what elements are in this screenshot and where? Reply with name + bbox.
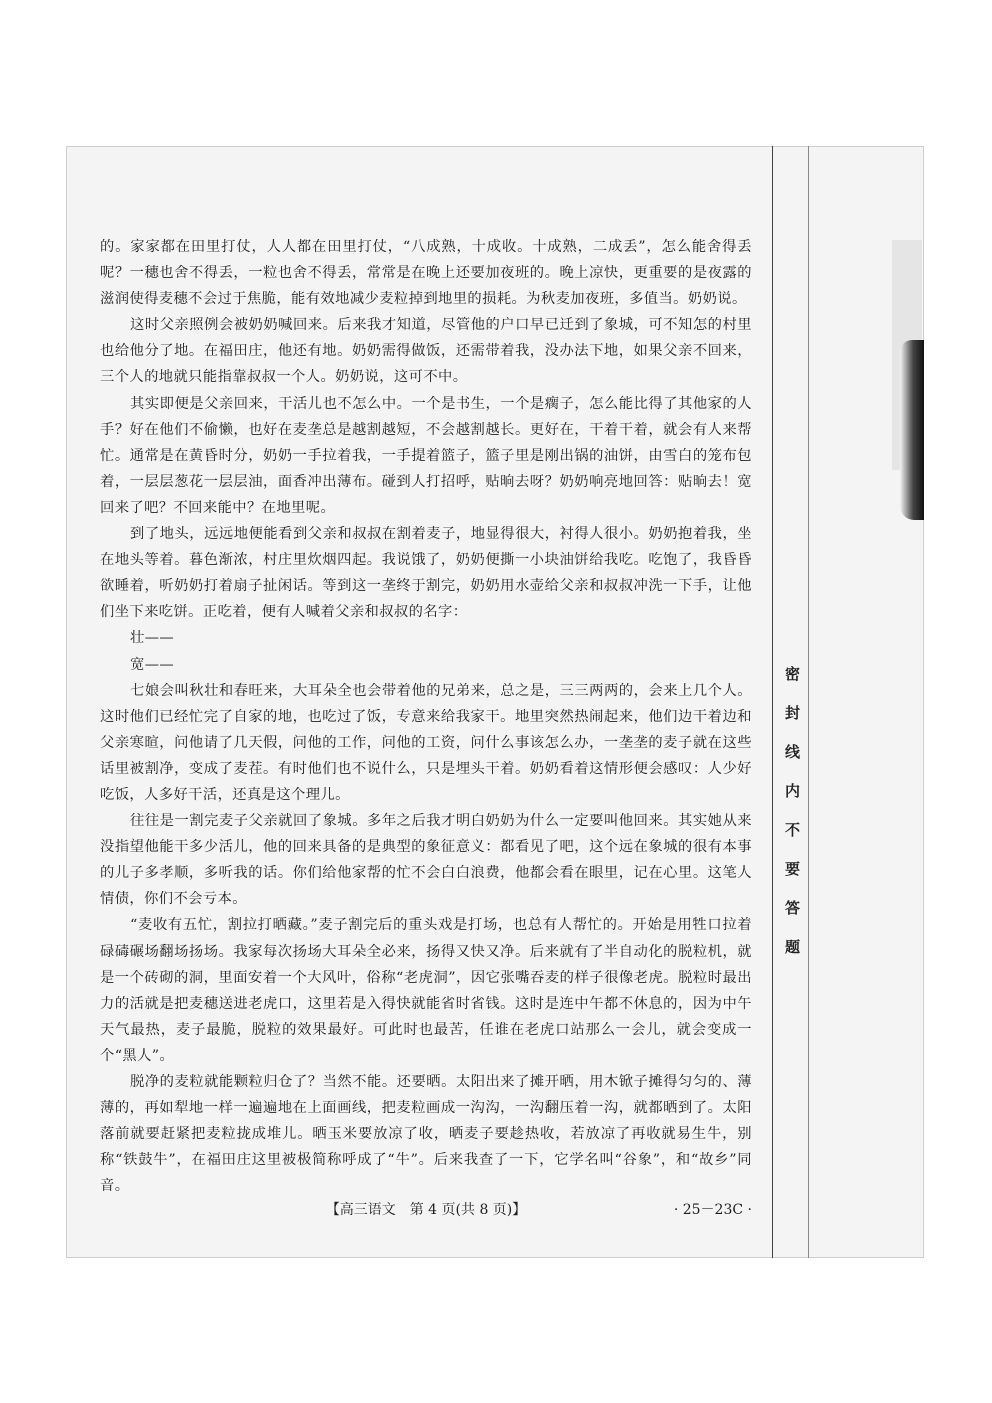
paragraph: 到了地头，远远地便能看到父亲和叔叔在割着麦子，地显得很大，衬得人很小。奶奶抱着我，坐在地头等着。暮色渐浓，村庄里炊烟四起。我说饿了，奶奶便撕一小块油饼给我吃。吃饱了，我昏昏欲睡着，听奶奶打着扇子扯闲话。等到这一垄终于割完，奶奶用水壶给父亲和叔叔冲洗一下手，让他们坐下来吃饼。正吃着，便有人喊着父亲和叔叔的名字： xyxy=(100,526,752,621)
paragraph: 宽—— xyxy=(130,656,175,673)
paragraph: 的。家家都在田里打仗，人人都在田里打仗，“八成熟，十成收。十成熟，二成丢”，怎么能舍得丢呢？一穗也舍不得丢，一粒也舍不得丢，常常是在晚上还要加夜班的。晚上凉快，更重要的是夜露的滋润使得麦穗不会过于焦脆，能有效地减少麦粒掉到地里的损耗。为秋麦加夜班，多值当。奶奶说。 xyxy=(100,239,752,308)
page-info: 【高三语文 第 4 页(共 8 页)】 xyxy=(325,1202,527,1218)
paragraph: 脱净的麦粒就能颗粒归仓了？当然不能。还要晒。太阳出来了摊开晒，用木锨子摊得匀匀的、薄薄的，再如犁地一样一遍遍地在上面画线，把麦粒画成一沟沟，一沟翻压着一沟，就都晒到了。太阳落前就要赶紧把麦粒拢成堆儿。晒玉米要放凉了收，晒麦子要趁热收，若放凉了再收就易生牛，别称“铁鼓牛”，在福田庄这里被极简称呼成了“牛”。后来我查了一下，它学名叫“谷象”，和“故乡”同音。 xyxy=(100,1074,752,1195)
paragraph: 其实即便是父亲回来，干活儿也不怎么中。一个是书生，一个是瘸子，怎么能比得了其他家的人手？好在他们不偷懒，也好在麦垄总是越割越短，不会越割越长。更好在，干着干着，就会有人来帮忙。通常是在黄昏时分，奶奶一手拉着我，一手提着篮子，篮子里是刚出锅的油饼，由雪白的笼布包着，一层层葱花一层层油，面香冲出薄布。碰到人打招呼，贴晌去呀？奶奶响亮地回答：贴晌去！宽回来了吧？不回来能中？在地里呢。 xyxy=(100,395,752,516)
paragraph: 这时父亲照例会被奶奶喊回来。后来我才知道，尽管他的户口早已迁到了象城，可不知怎的村里也给他分了地。在福田庄，他还有地。奶奶需得做饭，还需带着我，没办法下地，如果父亲不回来，三个人的地就只能指靠叔叔一个人。奶奶说，这可不中。 xyxy=(100,317,752,386)
binding-strip xyxy=(772,146,924,1258)
exam-code: · 25－23C · xyxy=(673,1202,752,1218)
paragraph: 壮—— xyxy=(130,630,175,647)
binding-line-inner xyxy=(808,146,809,1258)
paragraph: “麦收有五忙，割拉打晒藏。”麦子割完后的重头戏是打场，也总有人帮忙的。开始是用牲口拉着碌碡碾场翻场扬场。我家每次扬场大耳朵全必来，扬得又快又净。后来就有了半自动化的脱粒机，就是一个砖砌的洞，里面安着一个大风叶，俗称“老虎洞”，因它张嘴吞麦的样子很像老虎。脱粒时最出力的活就是把麦穗送进老虎口，这里若是入得快就能省时省钱。这时是连中午都不休息的，因为中午天气最热，麦子最脆，脱粒的效果最好。可此时也最苦，任谁在老虎口站那么一会儿，就会变成一个“黑人”。 xyxy=(100,917,752,1064)
seal-line-notice: 密封线内不要答题 xyxy=(783,666,801,978)
article-body xyxy=(100,234,752,1199)
binding-line xyxy=(772,146,773,1258)
page-footer xyxy=(100,1199,752,1223)
paragraph: 七娘会叫秋壮和春旺来，大耳朵全也会带着他的兄弟来，总之是，三三两两的，会来上几个人。这时他们已经忙完了自家的地，也吃过了饭，专意来给我家干。地里突然热闹起来，他们边干着边和父亲寒暄，问他请了几天假，问他的工作，问他的工资，问什么事该怎么办，一垄垄的麦子就在这些话里被割净，变成了麦茬。有时他们也不说什么，只是埋头干着。奶奶看着这情形便会感叹：人少好吃饭，人多好干活，还真是这个理儿。 xyxy=(100,682,752,803)
paragraph: 往往是一割完麦子父亲就回了象城。多年之后我才明白奶奶为什么一定要叫他回来。其实她从来没指望他能干多少活儿，他的回来具备的是典型的象征意义：都看见了吧，这个远在象城的很有本事的儿子多孝顺，多听我的话。你们给他家帮的忙不会白白浪费，他都会看在眼里，记在心里。这笔人情债，你们不会亏本。 xyxy=(100,813,752,908)
